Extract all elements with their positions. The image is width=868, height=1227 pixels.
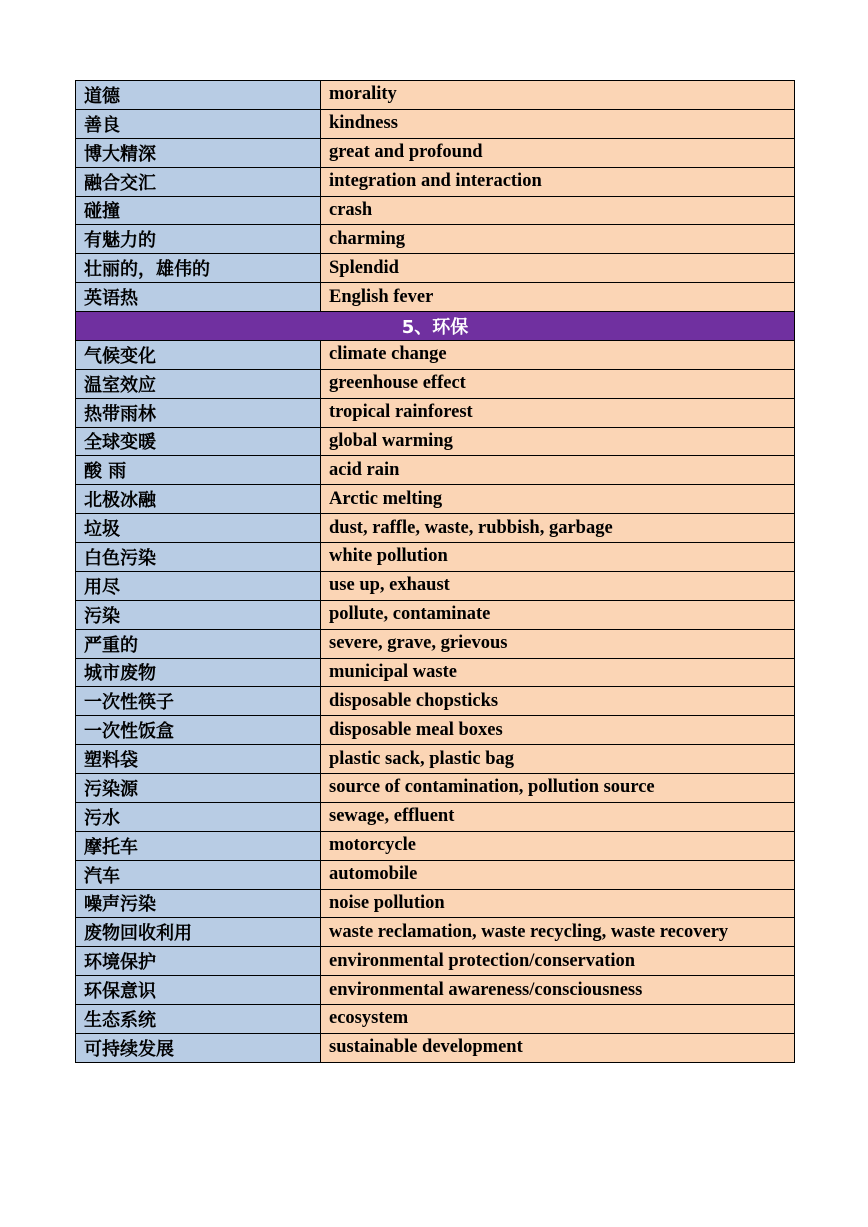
english-translation: noise pollution — [321, 889, 795, 918]
vocabulary-table-body — [76, 81, 795, 1063]
chinese-term: 严重的 — [76, 629, 321, 658]
vocab-row — [76, 225, 795, 254]
english-translation: integration and interaction — [321, 167, 795, 196]
english-translation: climate change — [321, 340, 795, 369]
vocab-row — [76, 109, 795, 138]
vocab-row — [76, 543, 795, 572]
chinese-term: 碰撞 — [76, 196, 321, 225]
english-translation: ecosystem — [321, 1005, 795, 1034]
english-translation: pollute, contaminate — [321, 600, 795, 629]
chinese-term: 白色污染 — [76, 543, 321, 572]
chinese-term: 善良 — [76, 109, 321, 138]
english-translation: morality — [321, 81, 795, 110]
english-translation: plastic sack, plastic bag — [321, 745, 795, 774]
english-translation: great and profound — [321, 138, 795, 167]
english-translation: global warming — [321, 427, 795, 456]
vocab-row — [76, 947, 795, 976]
english-translation: sewage, effluent — [321, 802, 795, 831]
english-translation: white pollution — [321, 543, 795, 572]
chinese-term: 壮丽的，雄伟的 — [76, 254, 321, 283]
english-translation: tropical rainforest — [321, 398, 795, 427]
chinese-term: 环境保护 — [76, 947, 321, 976]
chinese-term: 北极冰融 — [76, 485, 321, 514]
vocab-row — [76, 369, 795, 398]
chinese-term: 污染源 — [76, 774, 321, 803]
english-translation: Splendid — [321, 254, 795, 283]
english-translation: English fever — [321, 283, 795, 312]
chinese-term: 垃圾 — [76, 514, 321, 543]
vocab-row — [76, 398, 795, 427]
chinese-term: 热带雨林 — [76, 398, 321, 427]
vocab-row — [76, 254, 795, 283]
english-translation: municipal waste — [321, 658, 795, 687]
vocab-row — [76, 976, 795, 1005]
vocab-row — [76, 600, 795, 629]
chinese-term: 温室效应 — [76, 369, 321, 398]
chinese-term: 一次性筷子 — [76, 687, 321, 716]
chinese-term: 博大精深 — [76, 138, 321, 167]
english-translation: acid rain — [321, 456, 795, 485]
english-translation: use up, exhaust — [321, 571, 795, 600]
vocab-row — [76, 889, 795, 918]
chinese-term: 污水 — [76, 802, 321, 831]
vocab-row — [76, 658, 795, 687]
english-translation: environmental awareness/consciousness — [321, 976, 795, 1005]
vocab-row — [76, 687, 795, 716]
chinese-term: 用尽 — [76, 571, 321, 600]
chinese-term: 英语热 — [76, 283, 321, 312]
chinese-term: 生态系统 — [76, 1005, 321, 1034]
vocab-row — [76, 571, 795, 600]
english-translation: environmental protection/conservation — [321, 947, 795, 976]
english-translation: source of contamination, pollution source — [321, 774, 795, 803]
english-translation: automobile — [321, 860, 795, 889]
english-translation: Arctic melting — [321, 485, 795, 514]
chinese-term: 全球变暖 — [76, 427, 321, 456]
section-header-row — [76, 312, 795, 341]
section-title: 5、环保 — [76, 312, 795, 341]
chinese-term: 一次性饭盒 — [76, 716, 321, 745]
english-translation: kindness — [321, 109, 795, 138]
chinese-term: 有魅力的 — [76, 225, 321, 254]
english-translation: crash — [321, 196, 795, 225]
vocab-row — [76, 81, 795, 110]
english-translation: sustainable development — [321, 1033, 795, 1062]
vocab-row — [76, 427, 795, 456]
chinese-term: 可持续发展 — [76, 1033, 321, 1062]
english-translation: waste reclamation, waste recycling, waste recovery — [321, 918, 795, 947]
chinese-term: 环保意识 — [76, 976, 321, 1005]
english-translation: disposable meal boxes — [321, 716, 795, 745]
vocab-row — [76, 167, 795, 196]
chinese-term: 摩托车 — [76, 831, 321, 860]
vocab-row — [76, 283, 795, 312]
english-translation: disposable chopsticks — [321, 687, 795, 716]
vocab-row — [76, 1005, 795, 1034]
chinese-term: 气候变化 — [76, 340, 321, 369]
vocab-row — [76, 1033, 795, 1062]
english-translation: charming — [321, 225, 795, 254]
vocab-row — [76, 629, 795, 658]
vocab-row — [76, 514, 795, 543]
vocabulary-table — [75, 80, 795, 1063]
chinese-term: 城市废物 — [76, 658, 321, 687]
chinese-term: 汽车 — [76, 860, 321, 889]
vocab-row — [76, 340, 795, 369]
chinese-term: 酸 雨 — [76, 456, 321, 485]
chinese-term: 污染 — [76, 600, 321, 629]
vocab-row — [76, 485, 795, 514]
english-translation: greenhouse effect — [321, 369, 795, 398]
vocab-row — [76, 196, 795, 225]
vocab-row — [76, 802, 795, 831]
english-translation: severe, grave, grievous — [321, 629, 795, 658]
vocab-row — [76, 138, 795, 167]
chinese-term: 塑料袋 — [76, 745, 321, 774]
chinese-term: 噪声污染 — [76, 889, 321, 918]
vocab-row — [76, 716, 795, 745]
vocab-row — [76, 831, 795, 860]
vocab-row — [76, 456, 795, 485]
chinese-term: 道德 — [76, 81, 321, 110]
vocab-row — [76, 918, 795, 947]
english-translation: motorcycle — [321, 831, 795, 860]
vocab-row — [76, 860, 795, 889]
vocab-row — [76, 745, 795, 774]
chinese-term: 融合交汇 — [76, 167, 321, 196]
chinese-term: 废物回收利用 — [76, 918, 321, 947]
english-translation: dust, raffle, waste, rubbish, garbage — [321, 514, 795, 543]
vocab-row — [76, 774, 795, 803]
